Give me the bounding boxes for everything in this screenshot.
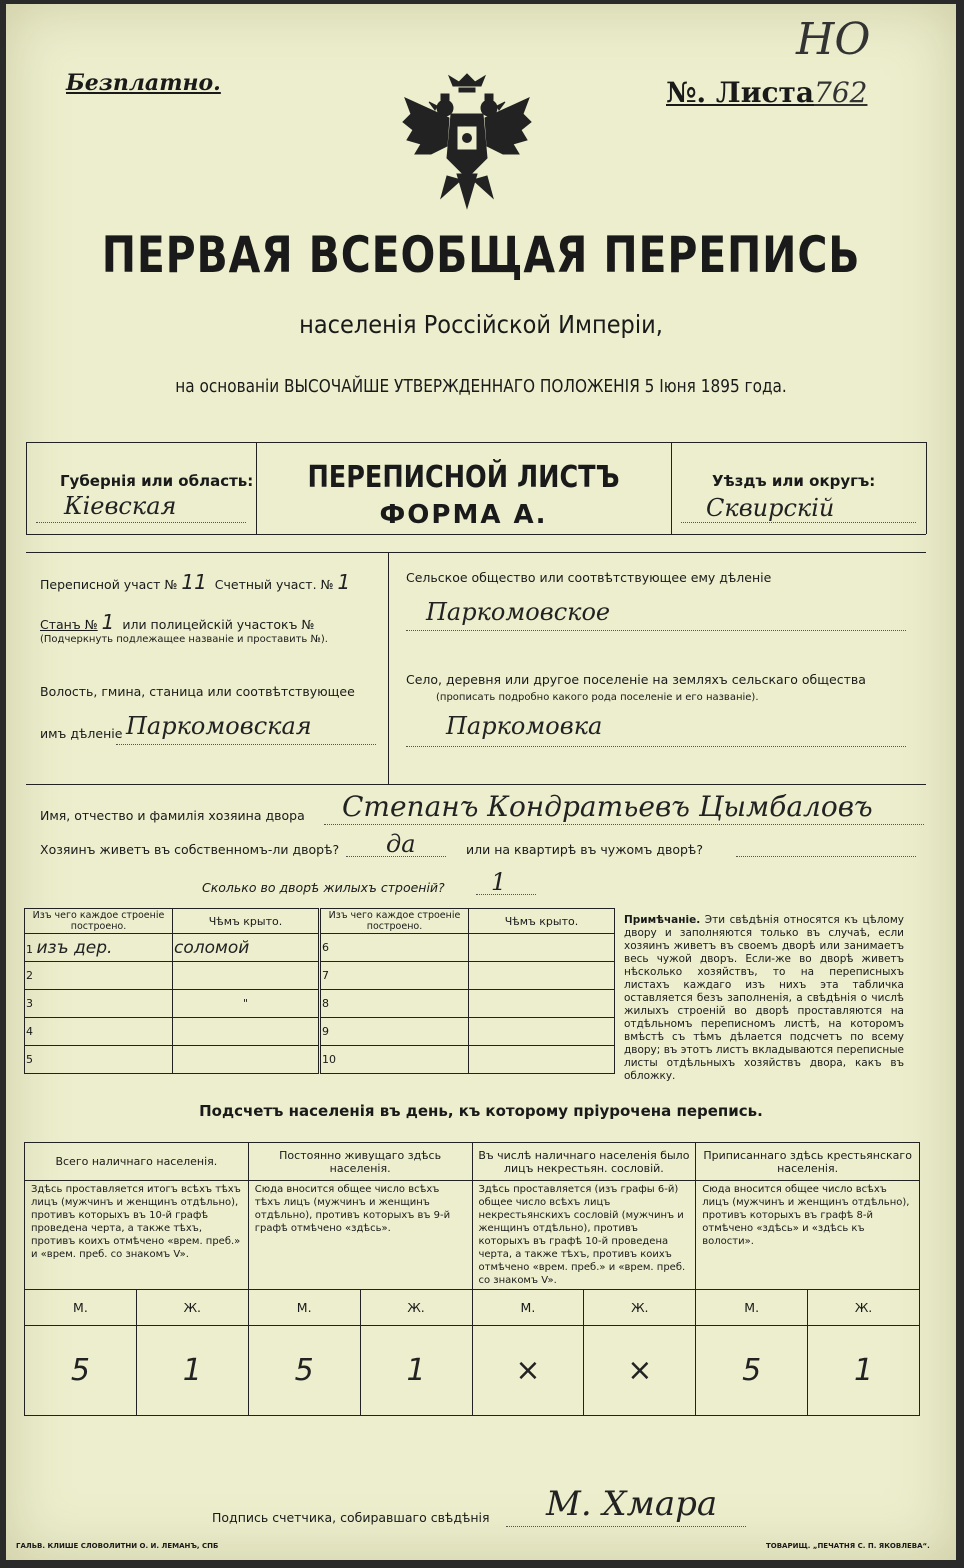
census-sheet bbox=[6, 4, 956, 1560]
table-row: 6 bbox=[321, 934, 615, 962]
summary-col1-desc: Здѣсь проставляется итогъ всѣхъ тѣхъ лицъ (мужчинъ и женщинъ отдѣльно), противъ которыхъ въ 10-й графѣ проведена черта, а также тѣхъ, противъ коихъ отмѣчено «врем. преб.» и «врем. преб. со знакомъ V». bbox=[25, 1181, 249, 1290]
table-row: 1 изъ дер. соломой bbox=[25, 934, 319, 962]
permanent-female: 1 bbox=[360, 1326, 472, 1416]
sheet-number-value: 762 bbox=[814, 76, 868, 109]
total-female: 1 bbox=[136, 1326, 248, 1416]
underline-note: (Подчеркнуть подлежащее названіе и проставить №). bbox=[40, 634, 328, 645]
village-note: (прописать подробно какого рода поселеніе и его названіе). bbox=[436, 692, 759, 703]
sheet-number-label: №. Листа bbox=[666, 76, 814, 109]
printer-right: ТОВАРИЩ. „ПЕЧАТНЯ С. П. ЯКОВЛЕВА“. bbox=[766, 1542, 930, 1550]
summary-col2-desc: Сюда вносится общее число всѣхъ тѣхъ лицъ (мужчинъ и женщинъ отдѣльно), противъ которыхъ въ 9-й графѣ отмѣчено «здѣсь». bbox=[248, 1181, 472, 1290]
table-row: 10 bbox=[321, 1046, 615, 1074]
legal-basis: на основаніи ВЫСОЧАЙШЕ УТВЕРЖДЕННАГО ПОЛОЖЕНІЯ 5 Іюня 1895 года. bbox=[175, 376, 787, 397]
table-row: 3 " bbox=[25, 990, 319, 1018]
society-value: Паркомовское bbox=[426, 598, 611, 626]
printer-left: ГАЛЬВ. КЛИШЕ СЛОВОЛИТНИ О. И. ЛЕМАНЪ, СПБ bbox=[16, 1542, 219, 1550]
village-label: Село, деревня или другое поселеніе на земляхъ сельскаго общества bbox=[406, 672, 866, 687]
rent-label: или на квартирѣ въ чужомъ дворѣ? bbox=[466, 842, 703, 857]
stan-value: 1 bbox=[101, 610, 115, 634]
table-row: 9 bbox=[321, 1018, 615, 1046]
volost-label: Волость, гмина, станица или соотвѣтствующее bbox=[40, 684, 355, 699]
roof-header: Чѣмъ крыто. bbox=[173, 909, 319, 934]
noncrestian-female: × bbox=[584, 1326, 696, 1416]
sheet-number bbox=[666, 76, 867, 109]
society-label: Сельское общество или соотвѣтствующее ему дѣленіе bbox=[406, 570, 772, 585]
buildings-count-label: Сколько во дворѣ жилыхъ строеній? bbox=[202, 880, 445, 895]
summary-heading: Подсчетъ населенія въ день, къ которому пріурочена перепись. bbox=[199, 1102, 763, 1120]
signature-label: Подпись счетчика, собиравшаго свѣдѣнія bbox=[212, 1510, 490, 1525]
own-yard-label: Хозяинъ живетъ въ собственномъ-ли дворѣ? bbox=[40, 842, 340, 857]
summary-col3-title: Въ числѣ наличнаго населенія было лицъ некрестьян. сословій. bbox=[472, 1143, 696, 1181]
owner-label: Имя, отчество и фамилія хозяина двора bbox=[40, 808, 305, 823]
owner-value: Степанъ Кондратьевъ Цымбаловъ bbox=[342, 790, 873, 823]
summary-table: Всего наличнаго населенія. Постоянно живущаго здѣсь населенія. Въ числѣ наличнаго населенія было лицъ некрестьян. сословій. Приписаннаго здѣсь крестьянскаго населенія. Здѣсь проставляется итогъ всѣхъ тѣхъ лицъ (мужчинъ и женщинъ отдѣльно), противъ которыхъ въ 10-й графѣ проведена черта, а также тѣхъ, противъ коихъ отмѣчено «врем. преб.» и «врем. преб. со знакомъ V». Сюда вносится общее число всѣхъ тѣхъ лицъ (мужчинъ и женщинъ отдѣльно), противъ которыхъ въ 9-й графѣ отмѣчено «здѣсь». Здѣсь проставляется (изъ графы 6-й) общее число всѣхъ лицъ некрестьянскихъ сословій (мужчинъ и женщинъ отдѣльно), противъ которыхъ въ графѣ 10-й проведена черта, а также тѣхъ, противъ коихъ отмѣчено «врем. преб.» и «врем. преб. со знакомъ V». Сюда вносится общее число всѣхъ лицъ (мужчинъ и женщинъ отдѣльно), противъ которыхъ въ графѣ 8-й отмѣчено «здѣсь» и «здѣсь къ волости». М. Ж. М. Ж. М. Ж. М. Ж. 5 1 5 1 × × 5 1 bbox=[24, 1142, 920, 1416]
free-label: Безплатно. bbox=[66, 70, 221, 96]
page-title: ПЕРВАЯ ВСЕОБЩАЯ ПЕРЕПИСЬ bbox=[101, 226, 861, 284]
peasant-female: 1 bbox=[808, 1326, 920, 1416]
corner-mark: НО bbox=[796, 14, 871, 65]
table-row: 5 bbox=[25, 1046, 319, 1074]
signature: М. Хмара bbox=[546, 1484, 718, 1524]
census-district-label: Переписной участ № bbox=[40, 577, 178, 592]
province-value: Кіевская bbox=[64, 492, 177, 520]
summary-col2-title: Постоянно живущаго здѣсь населенія. bbox=[248, 1143, 472, 1181]
volost-value: Паркомовская bbox=[126, 712, 312, 740]
buildings-table-right bbox=[320, 908, 615, 1074]
table-row: 7 bbox=[321, 962, 615, 990]
note bbox=[624, 914, 904, 1083]
material-header-2: Изъ чего каждое строеніе построено. bbox=[321, 909, 469, 934]
census-district-value: 11 bbox=[181, 570, 207, 594]
roof-header-2: Чѣмъ крыто. bbox=[469, 909, 615, 934]
buildings-count-value: 1 bbox=[491, 868, 507, 896]
summary-col4-desc: Сюда вносится общее число всѣхъ лицъ (мужчинъ и женщинъ отдѣльно), противъ которыхъ въ графѣ 8-й отмѣчено «здѣсь» и «здѣсь къ волости». bbox=[696, 1181, 920, 1290]
own-yard-value: да bbox=[386, 830, 416, 858]
buildings-table-left bbox=[24, 908, 319, 1074]
note-title: Примѣчаніе. bbox=[624, 914, 701, 926]
noncrestian-male: × bbox=[472, 1326, 584, 1416]
counting-district-value: 1 bbox=[337, 570, 351, 594]
village-value: Паркомовка bbox=[446, 712, 603, 740]
district-value: Сквирскій bbox=[706, 494, 835, 522]
note-text: Эти свѣдѣнія относятся къ цѣлому двору и заполняются только въ случаѣ, если хозяинъ живетъ въ своемъ дворѣ или занимаетъ весь чужой дворъ. Если-же во дворѣ живетъ нѣсколько хозяйствъ, то на переписныхъ листахъ каждаго изъ нихъ эта табличка оставляется безъ заполненія, а свѣдѣнія о числѣ жилыхъ строеній во дворѣ проставляются на отдѣльномъ переписномъ листѣ, на которомъ вмѣстѣ съ тѣмъ дѣлается подсчетъ по всему двору; въ этотъ листъ вкладываются переписные листы отдѣльныхъ хозяйствъ двора, какъ въ обложку. bbox=[624, 914, 904, 1082]
summary-col4-title: Приписаннаго здѣсь крестьянскаго населенія. bbox=[696, 1143, 920, 1181]
permanent-male: 5 bbox=[248, 1326, 360, 1416]
total-male: 5 bbox=[25, 1326, 137, 1416]
stan-label: Станъ № bbox=[40, 617, 98, 632]
counting-district-label: Счетный участ. № bbox=[214, 577, 334, 592]
summary-col1-title: Всего наличнаго населенія. bbox=[25, 1143, 249, 1181]
peasant-male: 5 bbox=[696, 1326, 808, 1416]
material-header: Изъ чего каждое строеніе построено. bbox=[25, 909, 173, 934]
table-row: 8 bbox=[321, 990, 615, 1018]
table-row: 2 bbox=[25, 962, 319, 990]
form-subtitle: ФОРМА А. bbox=[379, 500, 548, 530]
volost-label-2: имъ дѣленіе bbox=[40, 726, 123, 741]
province-label: Губернія или область: bbox=[60, 472, 254, 490]
table-row: 4 bbox=[25, 1018, 319, 1046]
police-label: или полицейскій участокъ № bbox=[122, 617, 315, 632]
page-subtitle: населенія Россійской Имперіи, bbox=[299, 310, 663, 339]
form-title: ПЕРЕПИСНОЙ ЛИСТЪ bbox=[307, 460, 620, 495]
district-label: Уѣздъ или округъ: bbox=[712, 472, 876, 490]
summary-col3-desc: Здѣсь проставляется (изъ графы 6-й) общее число всѣхъ лицъ некрестьянскихъ сословій (мужчинъ и женщинъ отдѣльно), противъ которыхъ въ графѣ 10-й проведена черта, а также тѣхъ, противъ коихъ отмѣчено «врем. преб.» и «врем. преб. со знакомъ V». bbox=[472, 1181, 696, 1290]
imperial-eagle-icon bbox=[401, 68, 533, 218]
